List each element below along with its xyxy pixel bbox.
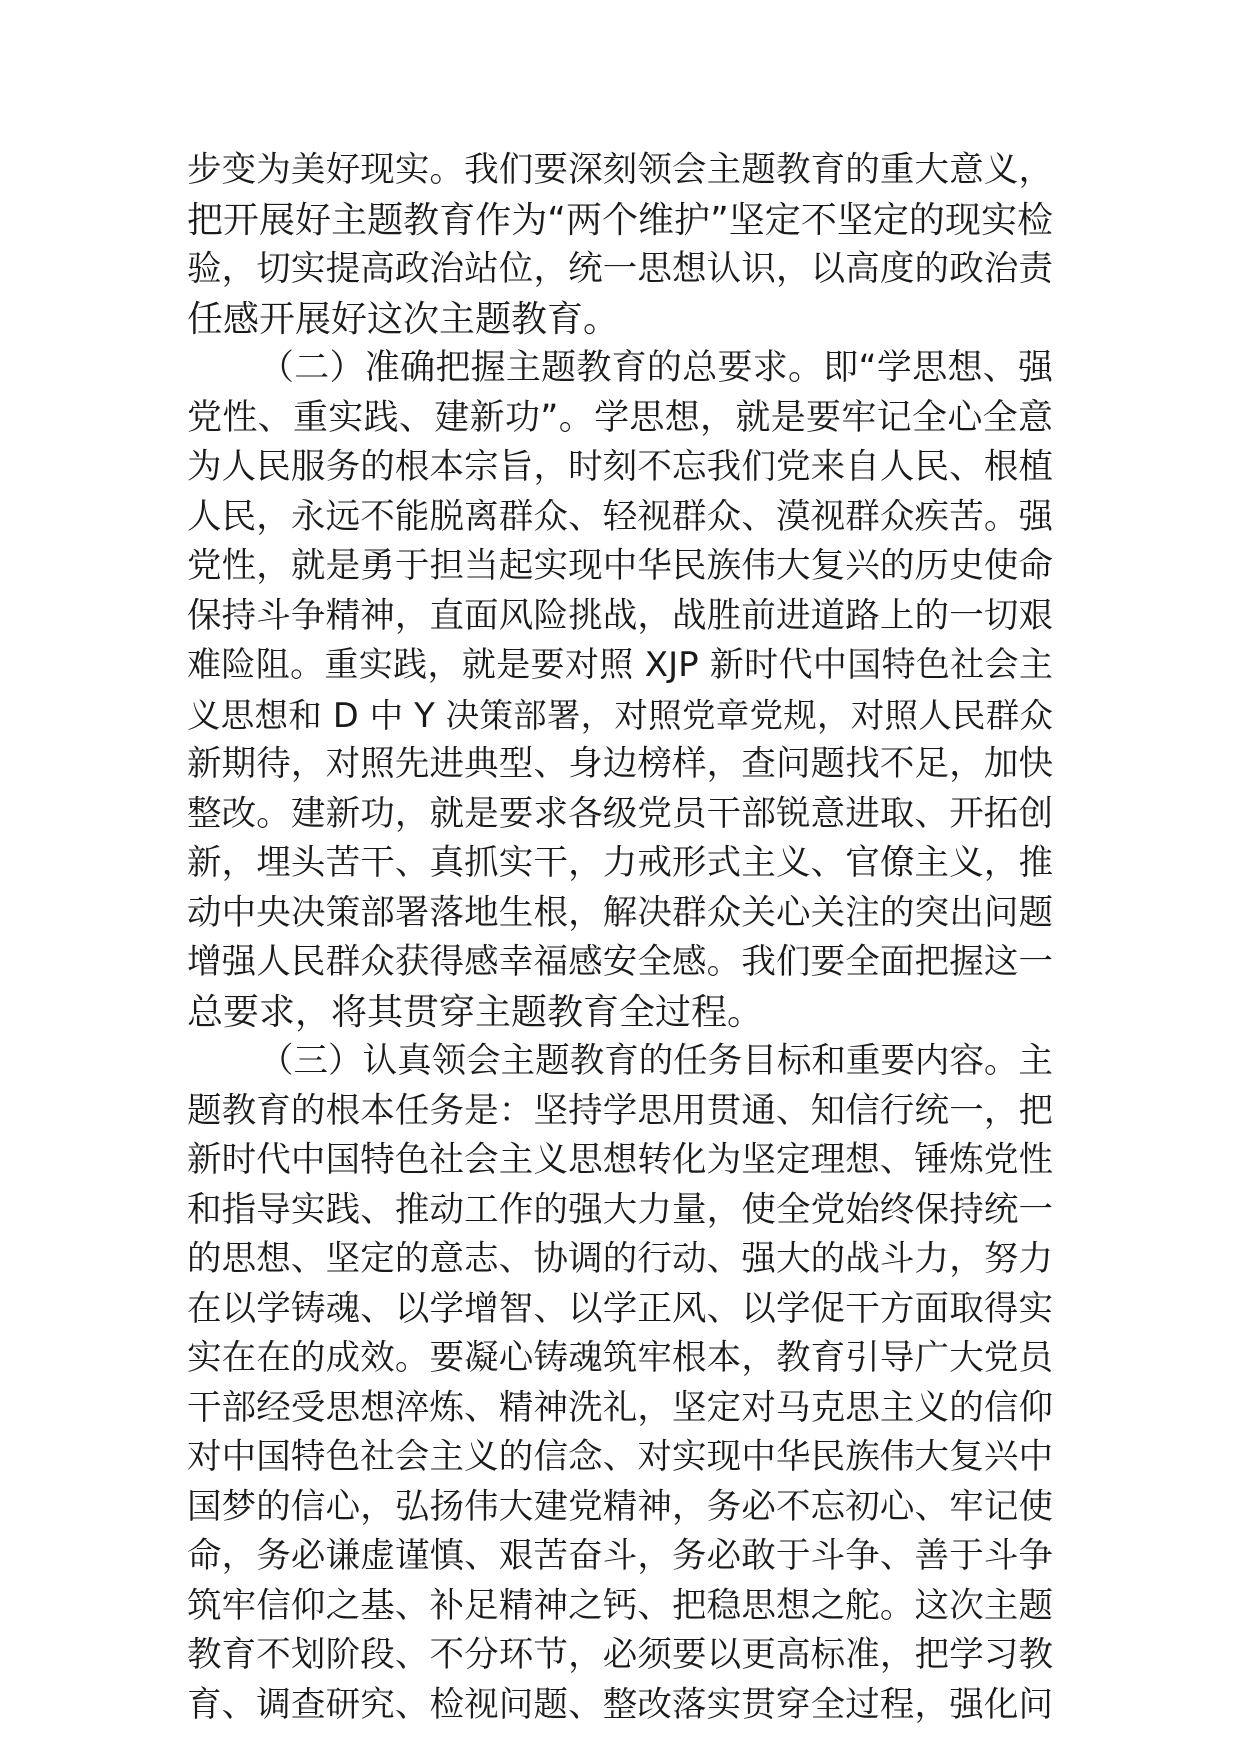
text-line: 筑牢信仰之基、补足精神之钙、把稳思想之舵。这次主题 [187, 1585, 1053, 1626]
text-line: 增强人民群众获得感幸福感安全感。我们要全面把握这一 [187, 942, 1053, 982]
body-text [187, 146, 1053, 1730]
text-line: 教育不划阶段、不分环节，必须要以更高标准，把学习教 [187, 1635, 1053, 1675]
text-line: 育、调查研究、检视问题、整改落实贯穿全过程，强化问 [187, 1684, 1053, 1725]
text-line: 和指导实践、推动工作的强大力量，使全党始终保持统一 [187, 1189, 1053, 1230]
text-line: 新期待，对照先进典型、身边榜样，查问题找不足，加快 [187, 744, 1053, 784]
text-line: 实在在的成效。要凝心铸魂筑牢根本，教育引导广大党员 [187, 1338, 1053, 1378]
text-line: 党性、重实践、建新功”。学思想，就是要牢记全心全意 [187, 397, 1053, 438]
paragraph-heading-2: （二）准确把握主题教育的总要求。即“学思想、强 [259, 348, 1053, 388]
text-line: 任感开展好这次主题教育。 [187, 298, 620, 340]
text-line: 对中国特色社会主义的信念、对实现中华民族伟大复兴中 [187, 1437, 1053, 1477]
text-line: 人民，永远不能脱离群众、轻视群众、漠视群众疾苦。强 [187, 496, 1053, 537]
text-line: 国梦的信心，弘扬伟大建党精神，务必不忘初心、牢记使 [187, 1486, 1053, 1527]
text-line: 党性，就是勇于担当起实现中华民族伟大复兴的历史使命 [187, 546, 1053, 586]
paragraph-heading-3: （三）认真领会主题教育的任务目标和重要内容。主 [259, 1041, 1053, 1081]
text-line: 干部经受思想淬炼、精神洗礼，坚定对马克思主义的信仰 [187, 1387, 1053, 1428]
text-line: 整改。建新功，就是要求各级党员干部锐意进取、开拓创 [187, 793, 1053, 834]
text-line: 题教育的根本任务是：坚持学思用贯通、知信行统一，把 [187, 1090, 1053, 1131]
text-line: 新时代中国特色社会主义思想转化为坚定理想、锤炼党性 [187, 1140, 1053, 1180]
text-line: 义思想和 D 中 Y 决策部署，对照党章党规，对照人民群众 [187, 695, 1053, 735]
text-line: 验，切实提高政治站位，统一思想认识，以高度的政治责 [187, 249, 1053, 289]
text-line: 总要求，将其贯穿主题教育全过程。 [187, 991, 764, 1033]
text-line: 难险阻。重实践，就是要对照 XJP 新时代中国特色社会主 [187, 645, 1053, 685]
text-line: 新，埋头苦干、真抓实干，力戒形式主义、官僚主义，推 [187, 843, 1053, 883]
text-line: 为人民服务的根本宗旨，时刻不忘我们党来自人民、根植 [187, 447, 1053, 487]
text-line: 动中央决策部署落地生根，解决群众关心关注的突出问题 [187, 892, 1053, 933]
text-line: 命，务必谦虚谨慎、艰苦奋斗，务必敢于斗争、善于斗争 [187, 1536, 1053, 1576]
text-line: 的思想、坚定的意志、协调的行动、强大的战斗力，努力 [187, 1239, 1053, 1279]
text-line: 保持斗争精神，直面风险挑战，战胜前进道路上的一切艰 [187, 595, 1053, 636]
text-line: 步变为美好现实。我们要深刻领会主题教育的重大意义， [187, 150, 1053, 190]
text-line: 把开展好主题教育作为“两个维护”坚定不坚定的现实检 [187, 199, 1053, 241]
text-line: 在以学铸魂、以学增智、以学正风、以学促干方面取得实 [187, 1288, 1053, 1329]
